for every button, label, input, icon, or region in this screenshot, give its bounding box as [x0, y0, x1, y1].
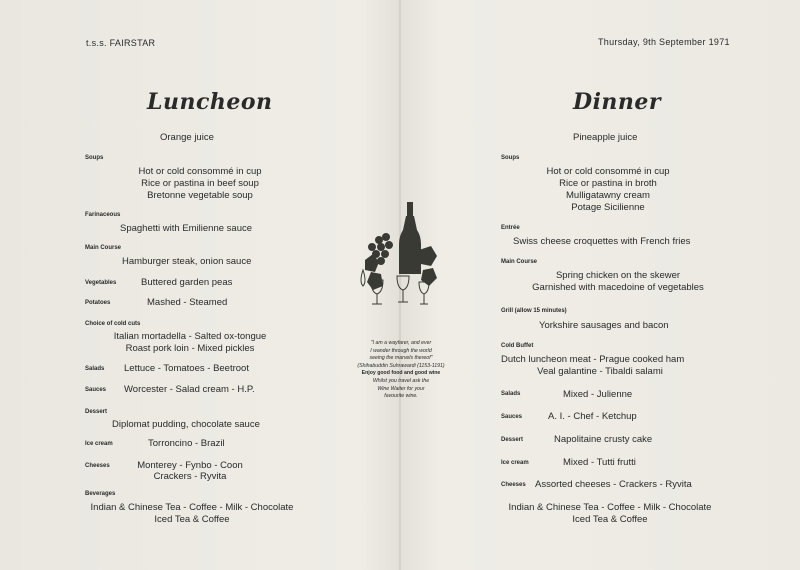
- dinner-coldbuffet-1: Dutch luncheon meat - Prague cooked ham: [501, 354, 685, 365]
- luncheon-sauces: Worcester - Salad cream - H.P.: [124, 384, 255, 395]
- dinner-coldbuffet-2: Veal galantine - Tibaldi salami: [537, 366, 663, 377]
- luncheon-soup-2: Rice or pastina in beef soup: [141, 178, 259, 189]
- dinner-sauces-label: Sauces: [501, 414, 523, 420]
- luncheon-starter: Orange juice: [160, 132, 214, 143]
- luncheon-main-label: Main Course: [85, 245, 122, 251]
- luncheon-farinaceous: Spaghetti with Emilienne sauce: [120, 223, 253, 234]
- menu-date: Thursday, 9th September 1971: [598, 37, 730, 47]
- wine-invite-line-3: Wine Waiter for your: [377, 385, 425, 392]
- dinner-salads-label: Salads: [501, 391, 521, 397]
- wine-bottle-grapes-icon: [357, 200, 447, 310]
- luncheon-potatoes-label: Potatoes: [85, 300, 111, 306]
- luncheon-beverages-label: Beverages: [85, 491, 116, 497]
- quote-line-3: seeing the marvels thereof": [369, 355, 433, 362]
- luncheon-main: Hamburger steak, onion sauce: [122, 256, 252, 267]
- quote-block: [338, 340, 464, 401]
- luncheon-salads: Lettuce - Tomatoes - Beetroot: [124, 363, 249, 374]
- dinner-main-label: Main Course: [501, 259, 538, 265]
- dinner-coldbuffet-label: Cold Buffet: [501, 343, 534, 349]
- dinner-icecream: Mixed - Tutti frutti: [563, 457, 636, 468]
- luncheon-dessert: Diplomat pudding, chocolate sauce: [112, 419, 260, 430]
- luncheon-cheese-2: Crackers - Ryvita: [153, 471, 227, 482]
- dinner-sauces: A. I. - Chef - Ketchup: [548, 411, 637, 422]
- dinner-beverage-2: Iced Tea & Coffee: [572, 514, 648, 525]
- dinner-cheeses-label: Cheeses: [501, 482, 526, 488]
- dinner-cheeses: Assorted cheeses - Crackers - Ryvita: [535, 479, 692, 490]
- dinner-beverage-1: Indian & Chinese Tea - Coffee - Milk - Chocolate: [508, 502, 712, 513]
- luncheon-soup-1: Hot or cold consommé in cup: [138, 166, 262, 177]
- ship-name: t.s.s. FAIRSTAR: [86, 38, 156, 48]
- luncheon-title: Luncheon: [147, 89, 273, 115]
- dinner-starter: Pineapple juice: [573, 132, 638, 143]
- luncheon-beverage-2: Iced Tea & Coffee: [154, 514, 230, 525]
- dinner-main-1: Spring chicken on the skewer: [555, 270, 681, 281]
- dinner-title: Dinner: [573, 89, 662, 115]
- luncheon-salads-label: Salads: [85, 366, 105, 372]
- dinner-soup-3: Mulligatawny cream: [566, 190, 650, 201]
- dinner-salads: Mixed - Julienne: [563, 389, 633, 400]
- wine-invite-line-1: Enjoy good food and good wine: [361, 370, 441, 377]
- dinner-dessert-label: Dessert: [501, 437, 524, 443]
- luncheon-coldcuts-label: Choice of cold cuts: [85, 321, 141, 327]
- luncheon-icecream-label: Ice cream: [85, 441, 113, 447]
- luncheon-dessert-label: Dessert: [85, 409, 108, 415]
- luncheon-cheeses-label: Cheeses: [85, 463, 110, 469]
- luncheon-farinaceous-label: Farinaceous: [85, 212, 121, 218]
- quote-line-2: I wander through the world: [370, 347, 432, 354]
- luncheon-vegetables-label: Vegetables: [85, 280, 117, 286]
- wine-invite-line-4: favourite wine.: [384, 393, 418, 400]
- quote-attribution: (Shihabuddin Suhrawardi (1153-1191): [357, 362, 445, 369]
- dinner-icecream-label: Ice cream: [501, 460, 529, 466]
- luncheon-coldcut-2: Roast pork loin - Mixed pickles: [125, 343, 255, 354]
- luncheon-potatoes: Mashed - Steamed: [147, 297, 228, 308]
- dinner-soup-1: Hot or cold consommé in cup: [546, 166, 670, 177]
- dinner-soups-label: Soups: [501, 155, 520, 161]
- dinner-dessert: Napolitaine crusty cake: [554, 434, 653, 445]
- luncheon-beverage-1: Indian & Chinese Tea - Coffee - Milk - Chocolate: [90, 502, 294, 513]
- luncheon-sauces-label: Sauces: [85, 387, 107, 393]
- quote-line-1: "I am a wayfarer, and ever: [370, 340, 432, 346]
- dinner-entree: Swiss cheese croquettes with French fries: [513, 236, 691, 247]
- luncheon-soups-label: Soups: [85, 155, 104, 161]
- dinner-main-2: Garnished with macedoine of vegetables: [532, 282, 704, 293]
- luncheon-soup-3: Bretonne vegetable soup: [147, 190, 253, 201]
- luncheon-coldcut-1: Italian mortadella - Salted ox-tongue: [113, 331, 267, 342]
- luncheon-icecream: Torroncino - Brazil: [148, 438, 225, 449]
- dinner-soup-2: Rice or pastina in broth: [559, 178, 657, 189]
- wine-invite-line-2: Whilst you travel ask the: [372, 377, 430, 384]
- dinner-grill: Yorkshire sausages and bacon: [539, 320, 669, 331]
- dinner-grill-label: Grill (allow 15 minutes): [501, 308, 567, 314]
- luncheon-vegetables: Buttered garden peas: [141, 277, 233, 288]
- dinner-entree-label: Entrée: [501, 225, 520, 231]
- dinner-soup-4: Potage Sicilienne: [571, 202, 645, 213]
- luncheon-cheese-1: Monterey - Fynbo - Coon: [137, 460, 243, 471]
